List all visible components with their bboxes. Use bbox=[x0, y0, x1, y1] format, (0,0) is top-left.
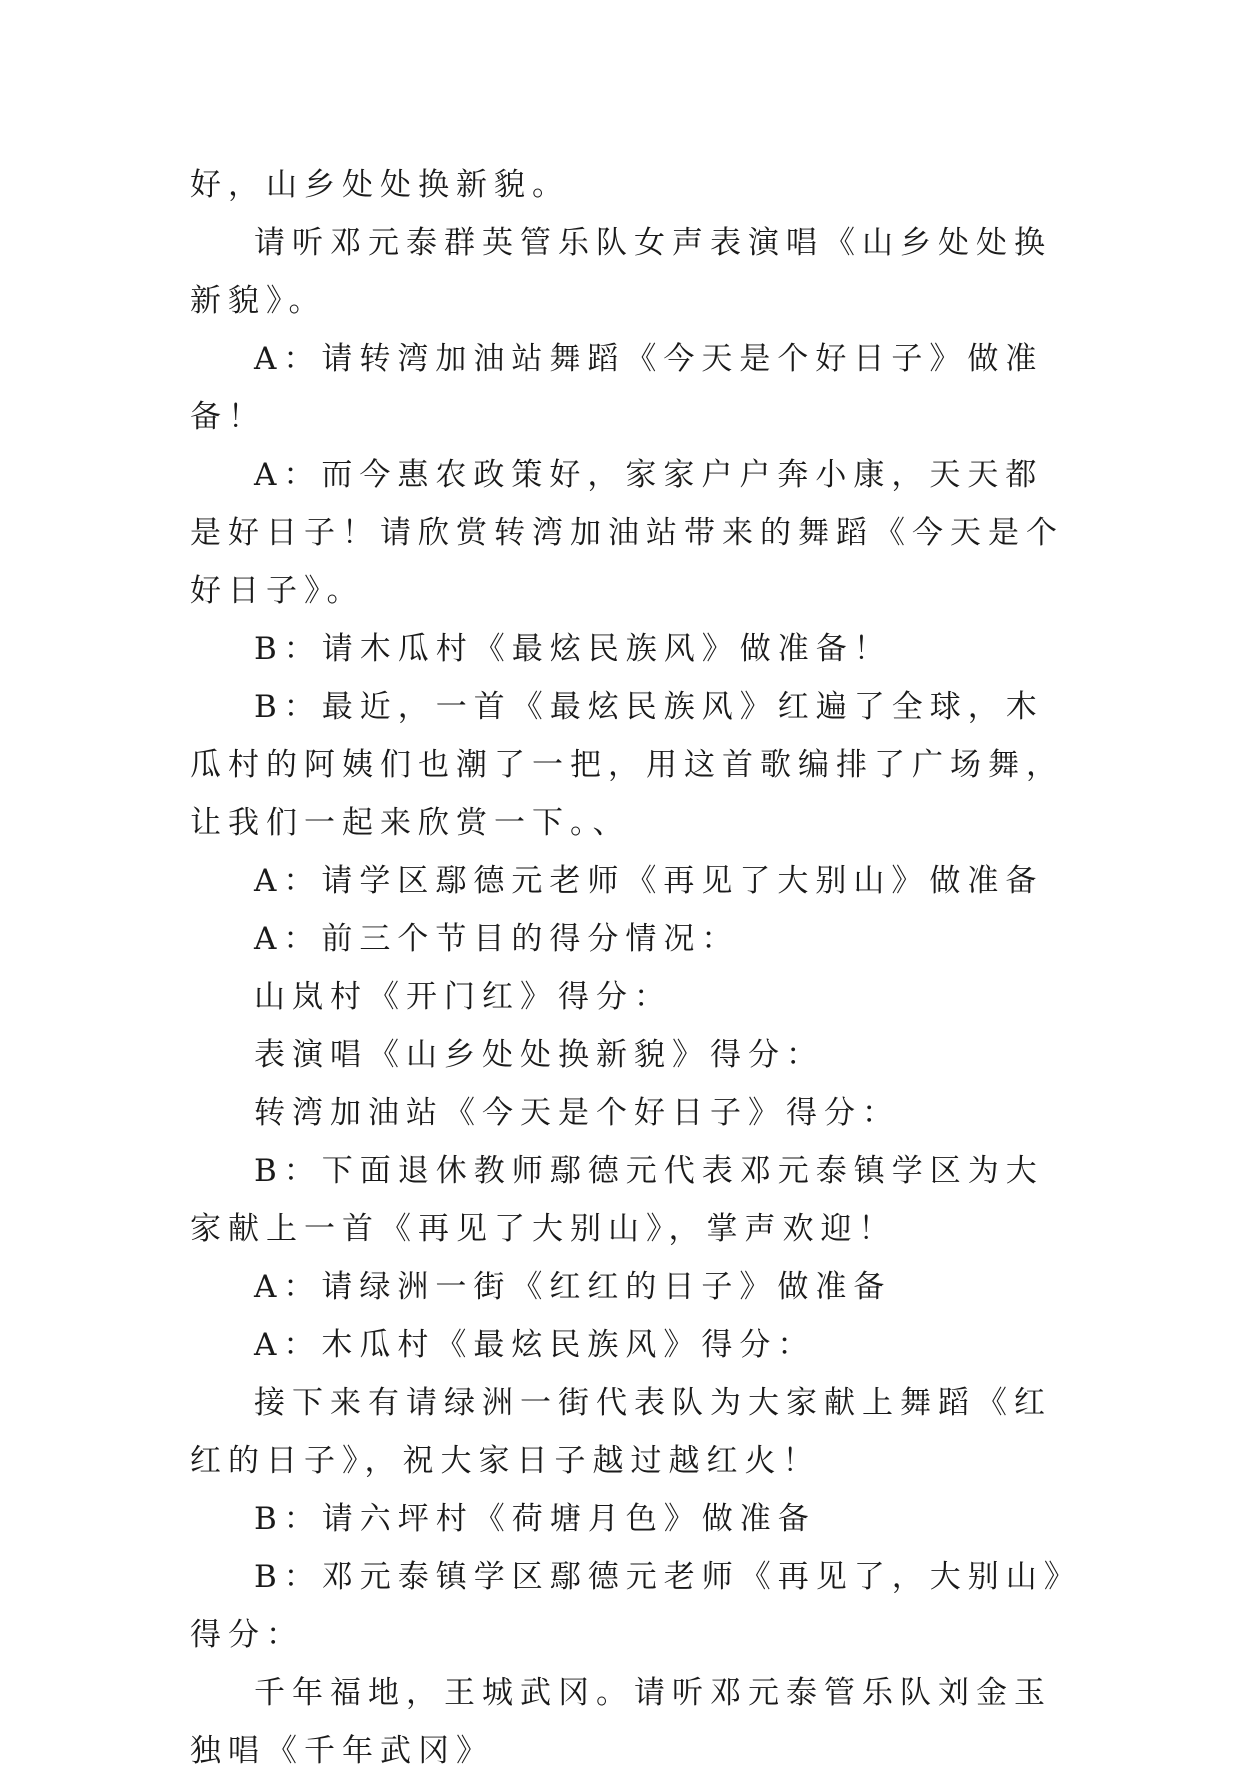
paragraph-continuation: 好，山乡处处换新貌。 bbox=[190, 167, 570, 203]
paragraph: B：最近，一首《最炫民族风》红遍了全球，木瓜村的阿姨们也潮了一把，用这首歌编排了广场舞，让我们一起来欣赏一下。、 bbox=[190, 689, 1064, 841]
paragraph: A：请绿洲一街《红红的日子》做准备 bbox=[254, 1269, 892, 1305]
document-body bbox=[190, 156, 1070, 1780]
paragraph: 接下来有请绿洲一街代表队为大家献上舞蹈《红红的日子》，祝大家日子越过越红火！ bbox=[190, 1385, 1052, 1479]
paragraph: A：而今惠农政策好，家家户户奔小康，天天都是好日子！请欣赏转湾加油站带来的舞蹈《今天是个好日子》。 bbox=[190, 457, 1064, 609]
paragraph: 山岚村《开门红》得分： bbox=[254, 979, 672, 1015]
paragraph: B：请木瓜村《最炫民族风》做准备！ bbox=[254, 631, 892, 667]
paragraph: 转湾加油站《今天是个好日子》得分： bbox=[254, 1095, 900, 1131]
paragraph: A：请学区鄢德元老师《再见了大别山》做准备 bbox=[254, 863, 1044, 899]
paragraph: 千年福地，王城武冈。请听邓元泰管乐队刘金玉独唱《千年武冈》 bbox=[190, 1675, 1052, 1769]
paragraph: A：请转湾加油站舞蹈《今天是个好日子》做准备！ bbox=[190, 341, 1044, 435]
paragraph: B：请六坪村《荷塘月色》做准备 bbox=[254, 1501, 816, 1537]
paragraph: B：下面退休教师鄢德元代表邓元泰镇学区为大家献上一首《再见了大别山》，掌声欢迎！ bbox=[190, 1153, 1044, 1247]
paragraph: 表演唱《山乡处处换新貌》得分： bbox=[254, 1037, 824, 1073]
paragraph: A：前三个节目的得分情况： bbox=[254, 921, 740, 957]
paragraph: B：邓元泰镇学区鄢德元老师《再见了，大别山》得分： bbox=[190, 1559, 1067, 1653]
paragraph: A：木瓜村《最炫民族风》得分： bbox=[254, 1327, 816, 1363]
paragraph: 请听邓元泰群英管乐队女声表演唱《山乡处处换新貌》。 bbox=[190, 225, 1052, 319]
